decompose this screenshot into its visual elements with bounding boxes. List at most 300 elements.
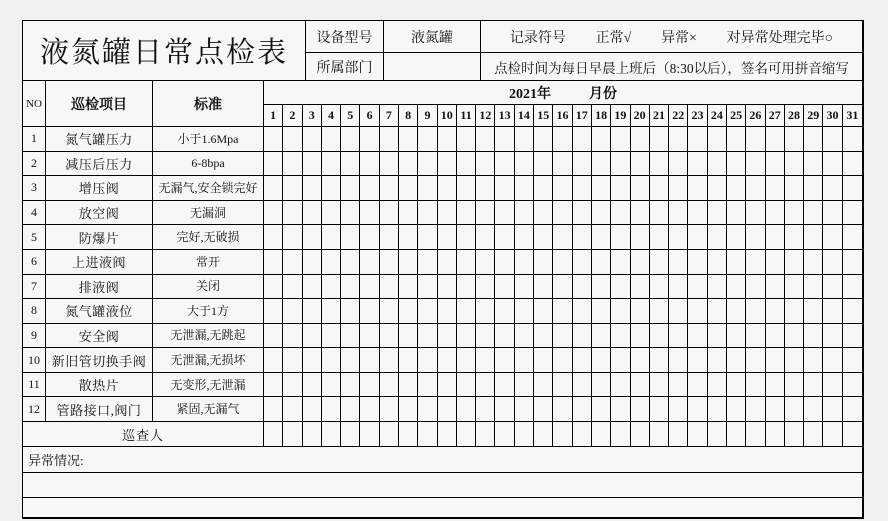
day-entry-cell[interactable] [360, 348, 379, 372]
day-entry-cell[interactable] [283, 324, 302, 348]
abnormal-notes-line-1[interactable] [23, 473, 862, 498]
day-entry-cell[interactable] [322, 348, 341, 372]
day-entry-cell[interactable] [438, 348, 457, 372]
day-entry-cell[interactable] [264, 324, 283, 348]
day-entry-cell[interactable] [515, 373, 534, 397]
day-entry-cell[interactable] [688, 348, 707, 372]
day-entry-cell[interactable] [303, 225, 322, 249]
day-entry-cell[interactable] [341, 324, 360, 348]
day-entry-cell[interactable] [843, 275, 862, 299]
day-entry-cell[interactable] [708, 397, 727, 421]
day-entry-cell[interactable] [438, 397, 457, 421]
inspector-entry-cell[interactable] [573, 422, 592, 446]
day-entry-cell[interactable] [573, 250, 592, 274]
day-entry-cell[interactable] [746, 299, 765, 323]
day-entry-cell[interactable] [283, 348, 302, 372]
day-entry-cell[interactable] [746, 373, 765, 397]
day-entry-cell[interactable] [823, 152, 842, 176]
day-entry-cell[interactable] [843, 324, 862, 348]
day-entry-cell[interactable] [264, 275, 283, 299]
day-entry-cell[interactable] [495, 127, 514, 151]
day-entry-cell[interactable] [843, 397, 862, 421]
day-entry-cell[interactable] [283, 299, 302, 323]
day-entry-cell[interactable] [380, 348, 399, 372]
day-entry-cell[interactable] [341, 225, 360, 249]
day-entry-cell[interactable] [418, 397, 437, 421]
day-entry-cell[interactable] [843, 127, 862, 151]
day-entry-cell[interactable] [669, 176, 688, 200]
day-entry-cell[interactable] [746, 397, 765, 421]
day-entry-cell[interactable] [766, 176, 785, 200]
day-entry-cell[interactable] [553, 201, 572, 225]
inspector-entry-cell[interactable] [843, 422, 862, 446]
day-entry-cell[interactable] [303, 275, 322, 299]
day-entry-cell[interactable] [264, 201, 283, 225]
day-entry-cell[interactable] [611, 176, 630, 200]
day-entry-cell[interactable] [283, 397, 302, 421]
device-model-value[interactable]: 液氮罐 [411, 30, 453, 46]
day-entry-cell[interactable] [534, 324, 553, 348]
inspector-entry-cell[interactable] [322, 422, 341, 446]
day-entry-cell[interactable] [746, 152, 765, 176]
day-entry-cell[interactable] [495, 250, 514, 274]
day-entry-cell[interactable] [708, 127, 727, 151]
day-entry-cell[interactable] [688, 397, 707, 421]
day-entry-cell[interactable] [785, 299, 804, 323]
day-entry-cell[interactable] [515, 176, 534, 200]
department-value[interactable] [384, 53, 480, 80]
day-entry-cell[interactable] [399, 373, 418, 397]
day-entry-cell[interactable] [669, 373, 688, 397]
day-entry-cell[interactable] [418, 152, 437, 176]
day-entry-cell[interactable] [669, 225, 688, 249]
day-entry-cell[interactable] [573, 176, 592, 200]
day-entry-cell[interactable] [476, 397, 495, 421]
day-entry-cell[interactable] [303, 127, 322, 151]
day-entry-cell[interactable] [360, 152, 379, 176]
day-entry-cell[interactable] [399, 225, 418, 249]
day-entry-cell[interactable] [457, 250, 476, 274]
day-entry-cell[interactable] [708, 373, 727, 397]
day-entry-cell[interactable] [727, 324, 746, 348]
day-entry-cell[interactable] [650, 397, 669, 421]
day-entry-cell[interactable] [418, 225, 437, 249]
day-entry-cell[interactable] [438, 275, 457, 299]
day-entry-cell[interactable] [611, 324, 630, 348]
day-entry-cell[interactable] [476, 250, 495, 274]
day-entry-cell[interactable] [264, 299, 283, 323]
day-entry-cell[interactable] [495, 201, 514, 225]
day-entry-cell[interactable] [727, 250, 746, 274]
day-entry-cell[interactable] [360, 324, 379, 348]
day-entry-cell[interactable] [303, 201, 322, 225]
day-entry-cell[interactable] [360, 176, 379, 200]
day-entry-cell[interactable] [553, 397, 572, 421]
day-entry-cell[interactable] [766, 275, 785, 299]
day-entry-cell[interactable] [688, 250, 707, 274]
day-entry-cell[interactable] [399, 201, 418, 225]
day-entry-cell[interactable] [360, 250, 379, 274]
day-entry-cell[interactable] [457, 324, 476, 348]
day-entry-cell[interactable] [631, 127, 650, 151]
day-entry-cell[interactable] [476, 373, 495, 397]
inspector-entry-cell[interactable] [438, 422, 457, 446]
day-entry-cell[interactable] [553, 373, 572, 397]
day-entry-cell[interactable] [495, 152, 514, 176]
day-entry-cell[interactable] [611, 348, 630, 372]
day-entry-cell[interactable] [746, 348, 765, 372]
day-entry-cell[interactable] [727, 397, 746, 421]
day-entry-cell[interactable] [495, 397, 514, 421]
inspector-entry-cell[interactable] [708, 422, 727, 446]
day-entry-cell[interactable] [823, 176, 842, 200]
day-entry-cell[interactable] [303, 348, 322, 372]
day-entry-cell[interactable] [553, 275, 572, 299]
day-entry-cell[interactable] [708, 176, 727, 200]
day-entry-cell[interactable] [283, 152, 302, 176]
day-entry-cell[interactable] [515, 324, 534, 348]
day-entry-cell[interactable] [283, 127, 302, 151]
day-entry-cell[interactable] [399, 275, 418, 299]
day-entry-cell[interactable] [785, 250, 804, 274]
day-entry-cell[interactable] [303, 250, 322, 274]
day-entry-cell[interactable] [650, 176, 669, 200]
day-entry-cell[interactable] [495, 373, 514, 397]
day-entry-cell[interactable] [669, 152, 688, 176]
day-entry-cell[interactable] [650, 127, 669, 151]
day-entry-cell[interactable] [592, 176, 611, 200]
day-entry-cell[interactable] [380, 250, 399, 274]
day-entry-cell[interactable] [534, 127, 553, 151]
inspector-entry-cell[interactable] [380, 422, 399, 446]
day-entry-cell[interactable] [341, 348, 360, 372]
day-entry-cell[interactable] [766, 324, 785, 348]
day-entry-cell[interactable] [399, 127, 418, 151]
day-entry-cell[interactable] [708, 275, 727, 299]
day-entry-cell[interactable] [843, 299, 862, 323]
day-entry-cell[interactable] [264, 176, 283, 200]
day-entry-cell[interactable] [303, 152, 322, 176]
day-entry-cell[interactable] [785, 397, 804, 421]
inspector-entry-cell[interactable] [823, 422, 842, 446]
day-entry-cell[interactable] [592, 397, 611, 421]
inspector-entry-cell[interactable] [669, 422, 688, 446]
day-entry-cell[interactable] [534, 225, 553, 249]
day-entry-cell[interactable] [322, 299, 341, 323]
day-entry-cell[interactable] [823, 127, 842, 151]
inspector-entry-cell[interactable] [264, 422, 283, 446]
day-entry-cell[interactable] [727, 152, 746, 176]
day-entry-cell[interactable] [264, 348, 283, 372]
day-entry-cell[interactable] [766, 299, 785, 323]
day-entry-cell[interactable] [476, 201, 495, 225]
inspector-entry-cell[interactable] [592, 422, 611, 446]
day-entry-cell[interactable] [283, 225, 302, 249]
day-entry-cell[interactable] [476, 152, 495, 176]
day-entry-cell[interactable] [457, 348, 476, 372]
day-entry-cell[interactable] [823, 348, 842, 372]
day-entry-cell[interactable] [843, 225, 862, 249]
inspector-entry-cell[interactable] [746, 422, 765, 446]
day-entry-cell[interactable] [457, 275, 476, 299]
day-entry-cell[interactable] [534, 176, 553, 200]
day-entry-cell[interactable] [360, 275, 379, 299]
day-entry-cell[interactable] [708, 324, 727, 348]
day-entry-cell[interactable] [804, 373, 823, 397]
day-entry-cell[interactable] [380, 176, 399, 200]
day-entry-cell[interactable] [650, 373, 669, 397]
day-entry-cell[interactable] [264, 225, 283, 249]
day-entry-cell[interactable] [438, 201, 457, 225]
day-entry-cell[interactable] [380, 201, 399, 225]
day-entry-cell[interactable] [264, 250, 283, 274]
day-entry-cell[interactable] [515, 250, 534, 274]
day-entry-cell[interactable] [360, 201, 379, 225]
day-entry-cell[interactable] [611, 299, 630, 323]
day-entry-cell[interactable] [708, 225, 727, 249]
day-entry-cell[interactable] [360, 127, 379, 151]
day-entry-cell[interactable] [611, 275, 630, 299]
day-entry-cell[interactable] [341, 152, 360, 176]
day-entry-cell[interactable] [399, 324, 418, 348]
day-entry-cell[interactable] [746, 127, 765, 151]
day-entry-cell[interactable] [843, 201, 862, 225]
day-entry-cell[interactable] [418, 299, 437, 323]
day-entry-cell[interactable] [727, 275, 746, 299]
day-entry-cell[interactable] [264, 127, 283, 151]
day-entry-cell[interactable] [553, 225, 572, 249]
day-entry-cell[interactable] [631, 225, 650, 249]
day-entry-cell[interactable] [515, 397, 534, 421]
day-entry-cell[interactable] [515, 127, 534, 151]
day-entry-cell[interactable] [650, 275, 669, 299]
inspector-entry-cell[interactable] [727, 422, 746, 446]
day-entry-cell[interactable] [476, 225, 495, 249]
day-entry-cell[interactable] [843, 373, 862, 397]
day-entry-cell[interactable] [534, 201, 553, 225]
day-entry-cell[interactable] [804, 324, 823, 348]
day-entry-cell[interactable] [785, 225, 804, 249]
day-entry-cell[interactable] [804, 397, 823, 421]
day-entry-cell[interactable] [804, 275, 823, 299]
day-entry-cell[interactable] [766, 397, 785, 421]
day-entry-cell[interactable] [592, 299, 611, 323]
day-entry-cell[interactable] [766, 127, 785, 151]
day-entry-cell[interactable] [341, 299, 360, 323]
day-entry-cell[interactable] [360, 397, 379, 421]
day-entry-cell[interactable] [360, 373, 379, 397]
day-entry-cell[interactable] [631, 152, 650, 176]
day-entry-cell[interactable] [418, 201, 437, 225]
day-entry-cell[interactable] [688, 225, 707, 249]
day-entry-cell[interactable] [380, 397, 399, 421]
day-entry-cell[interactable] [438, 152, 457, 176]
day-entry-cell[interactable] [631, 176, 650, 200]
day-entry-cell[interactable] [264, 373, 283, 397]
day-entry-cell[interactable] [283, 176, 302, 200]
day-entry-cell[interactable] [611, 397, 630, 421]
day-entry-cell[interactable] [650, 348, 669, 372]
day-entry-cell[interactable] [611, 127, 630, 151]
day-entry-cell[interactable] [631, 348, 650, 372]
day-entry-cell[interactable] [303, 397, 322, 421]
day-entry-cell[interactable] [650, 299, 669, 323]
day-entry-cell[interactable] [495, 176, 514, 200]
day-entry-cell[interactable] [708, 348, 727, 372]
day-entry-cell[interactable] [322, 127, 341, 151]
day-entry-cell[interactable] [399, 348, 418, 372]
day-entry-cell[interactable] [727, 225, 746, 249]
day-entry-cell[interactable] [631, 299, 650, 323]
day-entry-cell[interactable] [476, 127, 495, 151]
day-entry-cell[interactable] [534, 299, 553, 323]
day-entry-cell[interactable] [785, 275, 804, 299]
day-entry-cell[interactable] [631, 250, 650, 274]
day-entry-cell[interactable] [438, 299, 457, 323]
day-entry-cell[interactable] [399, 299, 418, 323]
day-entry-cell[interactable] [534, 250, 553, 274]
inspector-entry-cell[interactable] [360, 422, 379, 446]
day-entry-cell[interactable] [592, 152, 611, 176]
day-entry-cell[interactable] [573, 324, 592, 348]
day-entry-cell[interactable] [669, 201, 688, 225]
day-entry-cell[interactable] [515, 152, 534, 176]
day-entry-cell[interactable] [746, 201, 765, 225]
day-entry-cell[interactable] [708, 299, 727, 323]
day-entry-cell[interactable] [553, 152, 572, 176]
day-entry-cell[interactable] [399, 176, 418, 200]
day-entry-cell[interactable] [804, 348, 823, 372]
day-entry-cell[interactable] [341, 275, 360, 299]
day-entry-cell[interactable] [804, 299, 823, 323]
day-entry-cell[interactable] [322, 275, 341, 299]
day-entry-cell[interactable] [785, 373, 804, 397]
inspector-entry-cell[interactable] [476, 422, 495, 446]
day-entry-cell[interactable] [843, 176, 862, 200]
day-entry-cell[interactable] [322, 373, 341, 397]
day-entry-cell[interactable] [380, 152, 399, 176]
day-entry-cell[interactable] [495, 299, 514, 323]
day-entry-cell[interactable] [592, 373, 611, 397]
day-entry-cell[interactable] [322, 324, 341, 348]
day-entry-cell[interactable] [283, 201, 302, 225]
day-entry-cell[interactable] [457, 176, 476, 200]
day-entry-cell[interactable] [843, 348, 862, 372]
day-entry-cell[interactable] [303, 176, 322, 200]
day-entry-cell[interactable] [553, 348, 572, 372]
day-entry-cell[interactable] [727, 127, 746, 151]
inspector-entry-cell[interactable] [631, 422, 650, 446]
day-entry-cell[interactable] [457, 373, 476, 397]
day-entry-cell[interactable] [515, 348, 534, 372]
day-entry-cell[interactable] [611, 250, 630, 274]
day-entry-cell[interactable] [341, 373, 360, 397]
day-entry-cell[interactable] [611, 201, 630, 225]
day-entry-cell[interactable] [669, 397, 688, 421]
inspector-entry-cell[interactable] [785, 422, 804, 446]
day-entry-cell[interactable] [380, 373, 399, 397]
day-entry-cell[interactable] [457, 152, 476, 176]
day-entry-cell[interactable] [380, 225, 399, 249]
day-entry-cell[interactable] [553, 299, 572, 323]
day-entry-cell[interactable] [515, 299, 534, 323]
day-entry-cell[interactable] [418, 324, 437, 348]
day-entry-cell[interactable] [823, 397, 842, 421]
day-entry-cell[interactable] [341, 176, 360, 200]
day-entry-cell[interactable] [553, 250, 572, 274]
day-entry-cell[interactable] [534, 152, 553, 176]
inspector-entry-cell[interactable] [457, 422, 476, 446]
day-entry-cell[interactable] [360, 299, 379, 323]
day-entry-cell[interactable] [592, 275, 611, 299]
day-entry-cell[interactable] [650, 152, 669, 176]
day-entry-cell[interactable] [766, 373, 785, 397]
day-entry-cell[interactable] [573, 299, 592, 323]
day-entry-cell[interactable] [823, 373, 842, 397]
day-entry-cell[interactable] [515, 275, 534, 299]
day-entry-cell[interactable] [399, 397, 418, 421]
day-entry-cell[interactable] [592, 324, 611, 348]
inspector-entry-cell[interactable] [283, 422, 302, 446]
day-entry-cell[interactable] [457, 127, 476, 151]
day-entry-cell[interactable] [688, 299, 707, 323]
day-entry-cell[interactable] [322, 201, 341, 225]
day-entry-cell[interactable] [631, 324, 650, 348]
day-entry-cell[interactable] [727, 299, 746, 323]
day-entry-cell[interactable] [418, 373, 437, 397]
day-entry-cell[interactable] [341, 201, 360, 225]
day-entry-cell[interactable] [264, 152, 283, 176]
day-entry-cell[interactable] [746, 176, 765, 200]
day-entry-cell[interactable] [727, 201, 746, 225]
day-entry-cell[interactable] [727, 373, 746, 397]
day-entry-cell[interactable] [380, 127, 399, 151]
day-entry-cell[interactable] [553, 176, 572, 200]
day-entry-cell[interactable] [766, 250, 785, 274]
day-entry-cell[interactable] [418, 250, 437, 274]
day-entry-cell[interactable] [592, 201, 611, 225]
day-entry-cell[interactable] [418, 127, 437, 151]
day-entry-cell[interactable] [669, 250, 688, 274]
day-entry-cell[interactable] [534, 373, 553, 397]
day-entry-cell[interactable] [322, 152, 341, 176]
day-entry-cell[interactable] [669, 127, 688, 151]
day-entry-cell[interactable] [592, 250, 611, 274]
day-entry-cell[interactable] [843, 152, 862, 176]
day-entry-cell[interactable] [804, 225, 823, 249]
day-entry-cell[interactable] [611, 225, 630, 249]
inspector-entry-cell[interactable] [495, 422, 514, 446]
day-entry-cell[interactable] [785, 201, 804, 225]
day-entry-cell[interactable] [688, 324, 707, 348]
day-entry-cell[interactable] [341, 397, 360, 421]
day-entry-cell[interactable] [283, 250, 302, 274]
day-entry-cell[interactable] [746, 275, 765, 299]
day-entry-cell[interactable] [631, 397, 650, 421]
day-entry-cell[interactable] [399, 250, 418, 274]
day-entry-cell[interactable] [631, 275, 650, 299]
inspector-entry-cell[interactable] [341, 422, 360, 446]
inspector-entry-cell[interactable] [515, 422, 534, 446]
day-entry-cell[interactable] [669, 324, 688, 348]
day-entry-cell[interactable] [495, 225, 514, 249]
day-entry-cell[interactable] [766, 225, 785, 249]
day-entry-cell[interactable] [631, 373, 650, 397]
day-entry-cell[interactable] [727, 348, 746, 372]
day-entry-cell[interactable] [746, 250, 765, 274]
day-entry-cell[interactable] [438, 176, 457, 200]
day-entry-cell[interactable] [303, 299, 322, 323]
